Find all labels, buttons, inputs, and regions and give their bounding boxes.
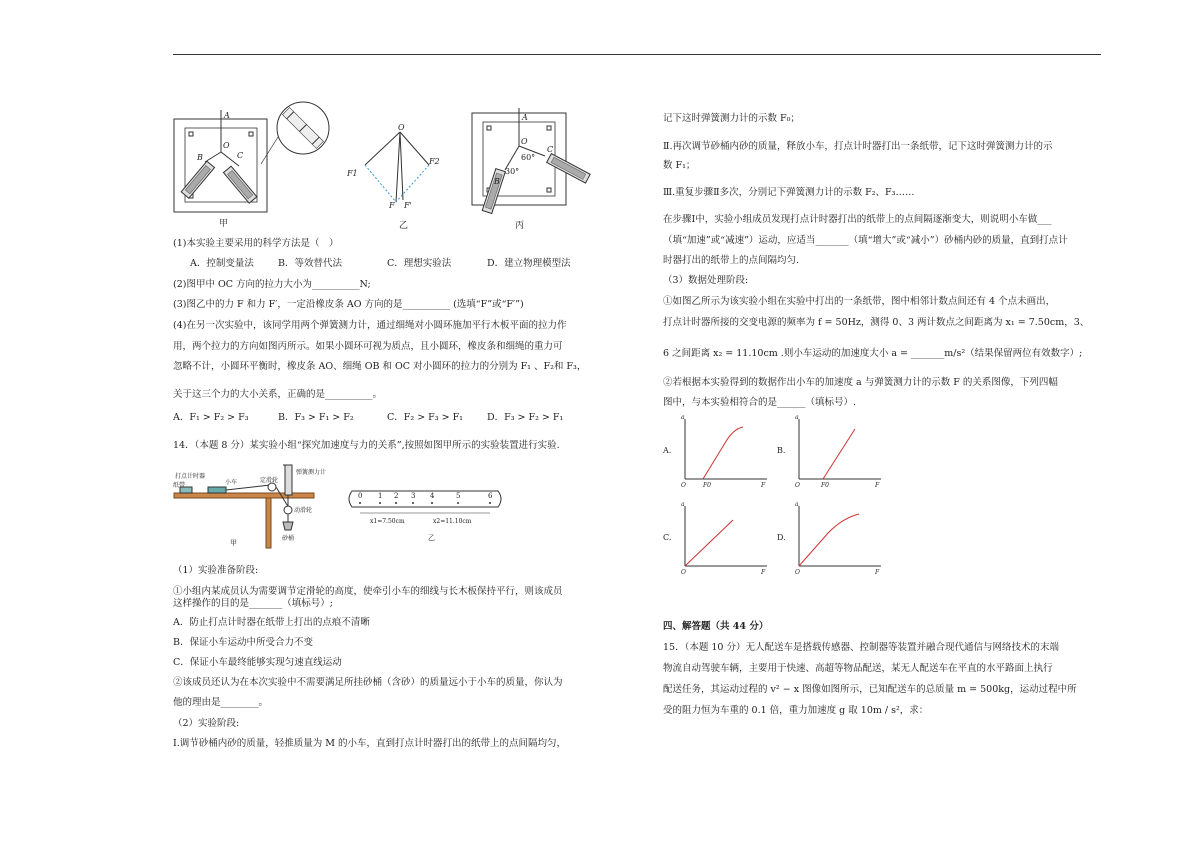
graph-b	[777, 415, 887, 490]
cont-line: 记下这时弹簧测力计的示数 F₀；	[663, 113, 800, 124]
q3-stem: (3)图乙中的力 F 和力 F′，一定沿橡皮条 AO 方向的是__________ (选填“F”或“F′”)	[173, 299, 524, 310]
x2-measure: x2=11.10cm	[433, 518, 472, 525]
tick-5: 5	[456, 492, 461, 500]
svg-text:a: a	[795, 501, 799, 508]
label-30: 30°	[505, 167, 520, 176]
label-B: B	[197, 153, 203, 162]
svg-text:O: O	[681, 569, 686, 576]
label-F-prime: F'	[404, 201, 412, 210]
label-timer: 打点计时器	[175, 473, 206, 480]
apparatus-figure	[170, 460, 350, 550]
prep-line-2: 这样操作的目的是_______（填标号）;	[173, 598, 333, 609]
label-B: B	[494, 177, 500, 186]
q4-line-4: 关于这三个力的大小关系，正确的是__________。	[173, 389, 383, 400]
tick-3: 3	[411, 492, 416, 500]
caption-tape: 乙	[428, 534, 435, 542]
svg-text:a: a	[681, 414, 685, 421]
q4-option-a: A．F₁ > F₂ > F₃	[173, 412, 249, 423]
label-C: C	[547, 145, 554, 154]
q1-stem: (1)本实验主要采用的科学方法是（ ）	[173, 238, 339, 249]
graph-d-letter: D.	[777, 533, 786, 542]
q15-line-1: 15．（本题 10 分）无人配送车是搭载传感器、控制器等装置并融合现代通信与网络技术的末端	[663, 642, 1059, 653]
svg-text:a: a	[681, 501, 685, 508]
svg-text:F: F	[761, 482, 766, 489]
q4-option-d: D．F₃ > F₂ > F₁	[487, 412, 564, 423]
figure-bing	[465, 108, 600, 233]
caption-jia: 甲	[219, 219, 229, 229]
caption-yi: 乙	[399, 221, 409, 231]
graph-a-letter: A.	[663, 446, 672, 455]
label-movable-pulley: 动滑轮	[294, 507, 313, 514]
tick-4: 4	[430, 492, 435, 500]
svg-text:O: O	[681, 482, 686, 489]
svg-text:a: a	[795, 414, 799, 421]
graph-b-letter: B.	[777, 446, 786, 455]
step-ii-line-2: 数 F₁；	[663, 160, 696, 171]
q4-line-1: (4)在另一次实验中，该同学用两个弹簧测力计，通过细绳对小圆环施加平行木板平面的拉力作	[173, 320, 567, 331]
label-cart: 小车	[225, 479, 238, 486]
label-F1: F1	[347, 169, 358, 178]
q1-option-d: D．建立物理模型法	[487, 258, 571, 269]
graph-d	[777, 502, 887, 577]
label-O: O	[398, 123, 405, 132]
label-pulley: 定滑轮	[260, 477, 279, 484]
prep-option-c: C．保证小车最终能够实现匀速直线运动	[173, 657, 342, 668]
svg-text:F: F	[875, 482, 880, 489]
stage-title: （2）实验阶段:	[173, 718, 240, 729]
q4-line-3: 忽略不计，小圆环平衡时，橡皮条 AO、细绳 OB 和 OC 对小圆环的拉力的分别为 F₁ 、F₂和 F₃，	[173, 361, 587, 372]
label-A: A	[224, 111, 230, 120]
label-tape: 纸带	[173, 482, 186, 489]
q1-option-c: C．理想实验法	[387, 258, 452, 269]
q15-line-2: 物流自动驾驶车辆，主要用于快速、高超等物品配送，某无人配送车在平直的水平路面上执行	[663, 663, 1053, 674]
label-spring-scale: 弹簧测力计	[296, 469, 327, 476]
data2-line-1: ②若根据本实验得到的数据作出小车的加速度 a 与弹簧测力计的示数 F 的关系图像，下列四幅	[663, 377, 1058, 388]
q4-option-c: C．F₂ > F₃ > F₁	[387, 412, 463, 423]
tick-2: 2	[394, 492, 399, 500]
caption-apparatus: 甲	[230, 539, 237, 547]
step-i-line-2: （填“加速”或“减速”）运动，应适当_______（填“增大”或“减小”）砂桶内砂的质量，直到打点计	[663, 235, 1068, 246]
svg-text:O: O	[795, 569, 800, 576]
figure-jia	[165, 100, 295, 235]
q4-line-2: 用，两个拉力的方向如图丙所示。如果小圆环可视为质点，且小圆环，橡皮条和细绳的重力可	[173, 341, 563, 352]
data1-line-3: 6 之间距离 x₂ = 11.10cm .则小车运动的加速度大小 a = _______m/s²（结果保留两位有效数字）;	[663, 348, 1083, 359]
label-60: 60°	[521, 153, 536, 162]
q15-line-3: 配送任务，其运动过程的 v² − x 图像如图所示，已知配送车的总质量 m = 500kg，运动过程中所	[663, 684, 1077, 695]
q4-option-b: B．F₃ > F₁ > F₂	[278, 412, 354, 423]
label-F2: F2	[429, 157, 440, 166]
q1-option-a: A．控制变量法	[190, 258, 254, 269]
section-4-heading: 四、解答题（共 44 分）	[663, 621, 769, 632]
tape-figure	[348, 487, 508, 542]
figure-yi	[345, 120, 440, 235]
q1-option-b: B．等效替代法	[278, 258, 342, 269]
svg-text:F: F	[875, 569, 880, 576]
prep2-line-2: 他的理由是________。	[173, 697, 269, 708]
q14-stem: 14．（本题 8 分）某实验小组“探究加速度与力的关系”,按照如图甲所示的实验装置进行实验.	[173, 440, 560, 451]
label-A: A	[522, 113, 528, 122]
graph-c	[663, 502, 773, 577]
svg-text:F: F	[761, 569, 766, 576]
data1-line-1: ①如图乙所示为该实验小组在实验中打出的一条纸带，图中相邻计数点间还有 4 个点未画出，	[663, 296, 1056, 307]
tick-0: 0	[358, 492, 363, 500]
label-O: O	[223, 141, 230, 150]
step-ii-line-1: Ⅱ.再次调节砂桶内砂的质量，释放小车，打点计时器打出一条纸带，记下这时弹簧测力计的示	[663, 141, 1053, 152]
tick-6: 6	[488, 492, 493, 500]
prep-title: （1）实验准备阶段:	[173, 565, 259, 576]
prep-option-b: B．保证小车运动中所受合力不变	[173, 637, 313, 648]
step-iii: Ⅲ.重复步骤Ⅱ多次，分别记下弹簧测力计的示数 F₂、F₃……	[663, 187, 915, 198]
label-F: F	[389, 201, 395, 210]
step-i-line-1: 在步骤Ⅰ中，实验小组成员发现打点计时器打出的纸带上的点间隔逐渐变大，则说明小车做___	[663, 214, 1052, 225]
stage-step-1: Ⅰ.调节砂桶内砂的质量，轻推质量为 M 的小车，直到打点计时器打出的纸带上的点间隔均匀，	[173, 738, 567, 749]
label-C: C	[237, 151, 244, 160]
caption-bing: 丙	[515, 221, 525, 231]
svg-text:O: O	[795, 482, 800, 489]
prep2-line-1: ②该成员还认为在本次实验中不需要满足所挂砂桶（含砂）的质量远小于小车的质量，你认为	[173, 677, 563, 688]
svg-text:F0: F0	[703, 482, 711, 489]
label-bucket: 砂桶	[282, 535, 295, 542]
q15-line-4: 受的阻力恒为车重的 0.1 倍，重力加速度 g 取 10m / s²，求：	[663, 705, 929, 716]
graph-c-letter: C.	[663, 533, 672, 542]
prep-line-1: ①小组内某成员认为需要调节定滑轮的高度，使牵引小车的细线与长木板保持平行，则该成员	[173, 586, 563, 597]
q2-stem: (2)图甲中 OC 方向的拉力大小为__________N;	[173, 279, 371, 290]
header-rule	[173, 54, 1101, 55]
data-title: （3）数据处理阶段:	[663, 275, 749, 286]
graph-a	[663, 415, 773, 490]
prep-option-a: A．防止打点计时器在纸带上打出的点痕不清晰	[173, 617, 370, 628]
data1-line-2: 打点计时器所接的交变电源的频率为 f = 50Hz，测得 0、3 两计数点之间距离为 x₁ = 7.50cm，3、	[663, 317, 1090, 328]
data2-line-2: 图中，与本实验相符合的是______（填标号）.	[663, 397, 857, 408]
svg-text:F0: F0	[821, 482, 829, 489]
step-i-line-3: 时器打出的纸带上的点间隔均匀.	[663, 255, 800, 266]
label-O: O	[521, 137, 528, 146]
tick-1: 1	[378, 492, 383, 500]
x1-measure: x1=7.50cm	[370, 518, 405, 525]
